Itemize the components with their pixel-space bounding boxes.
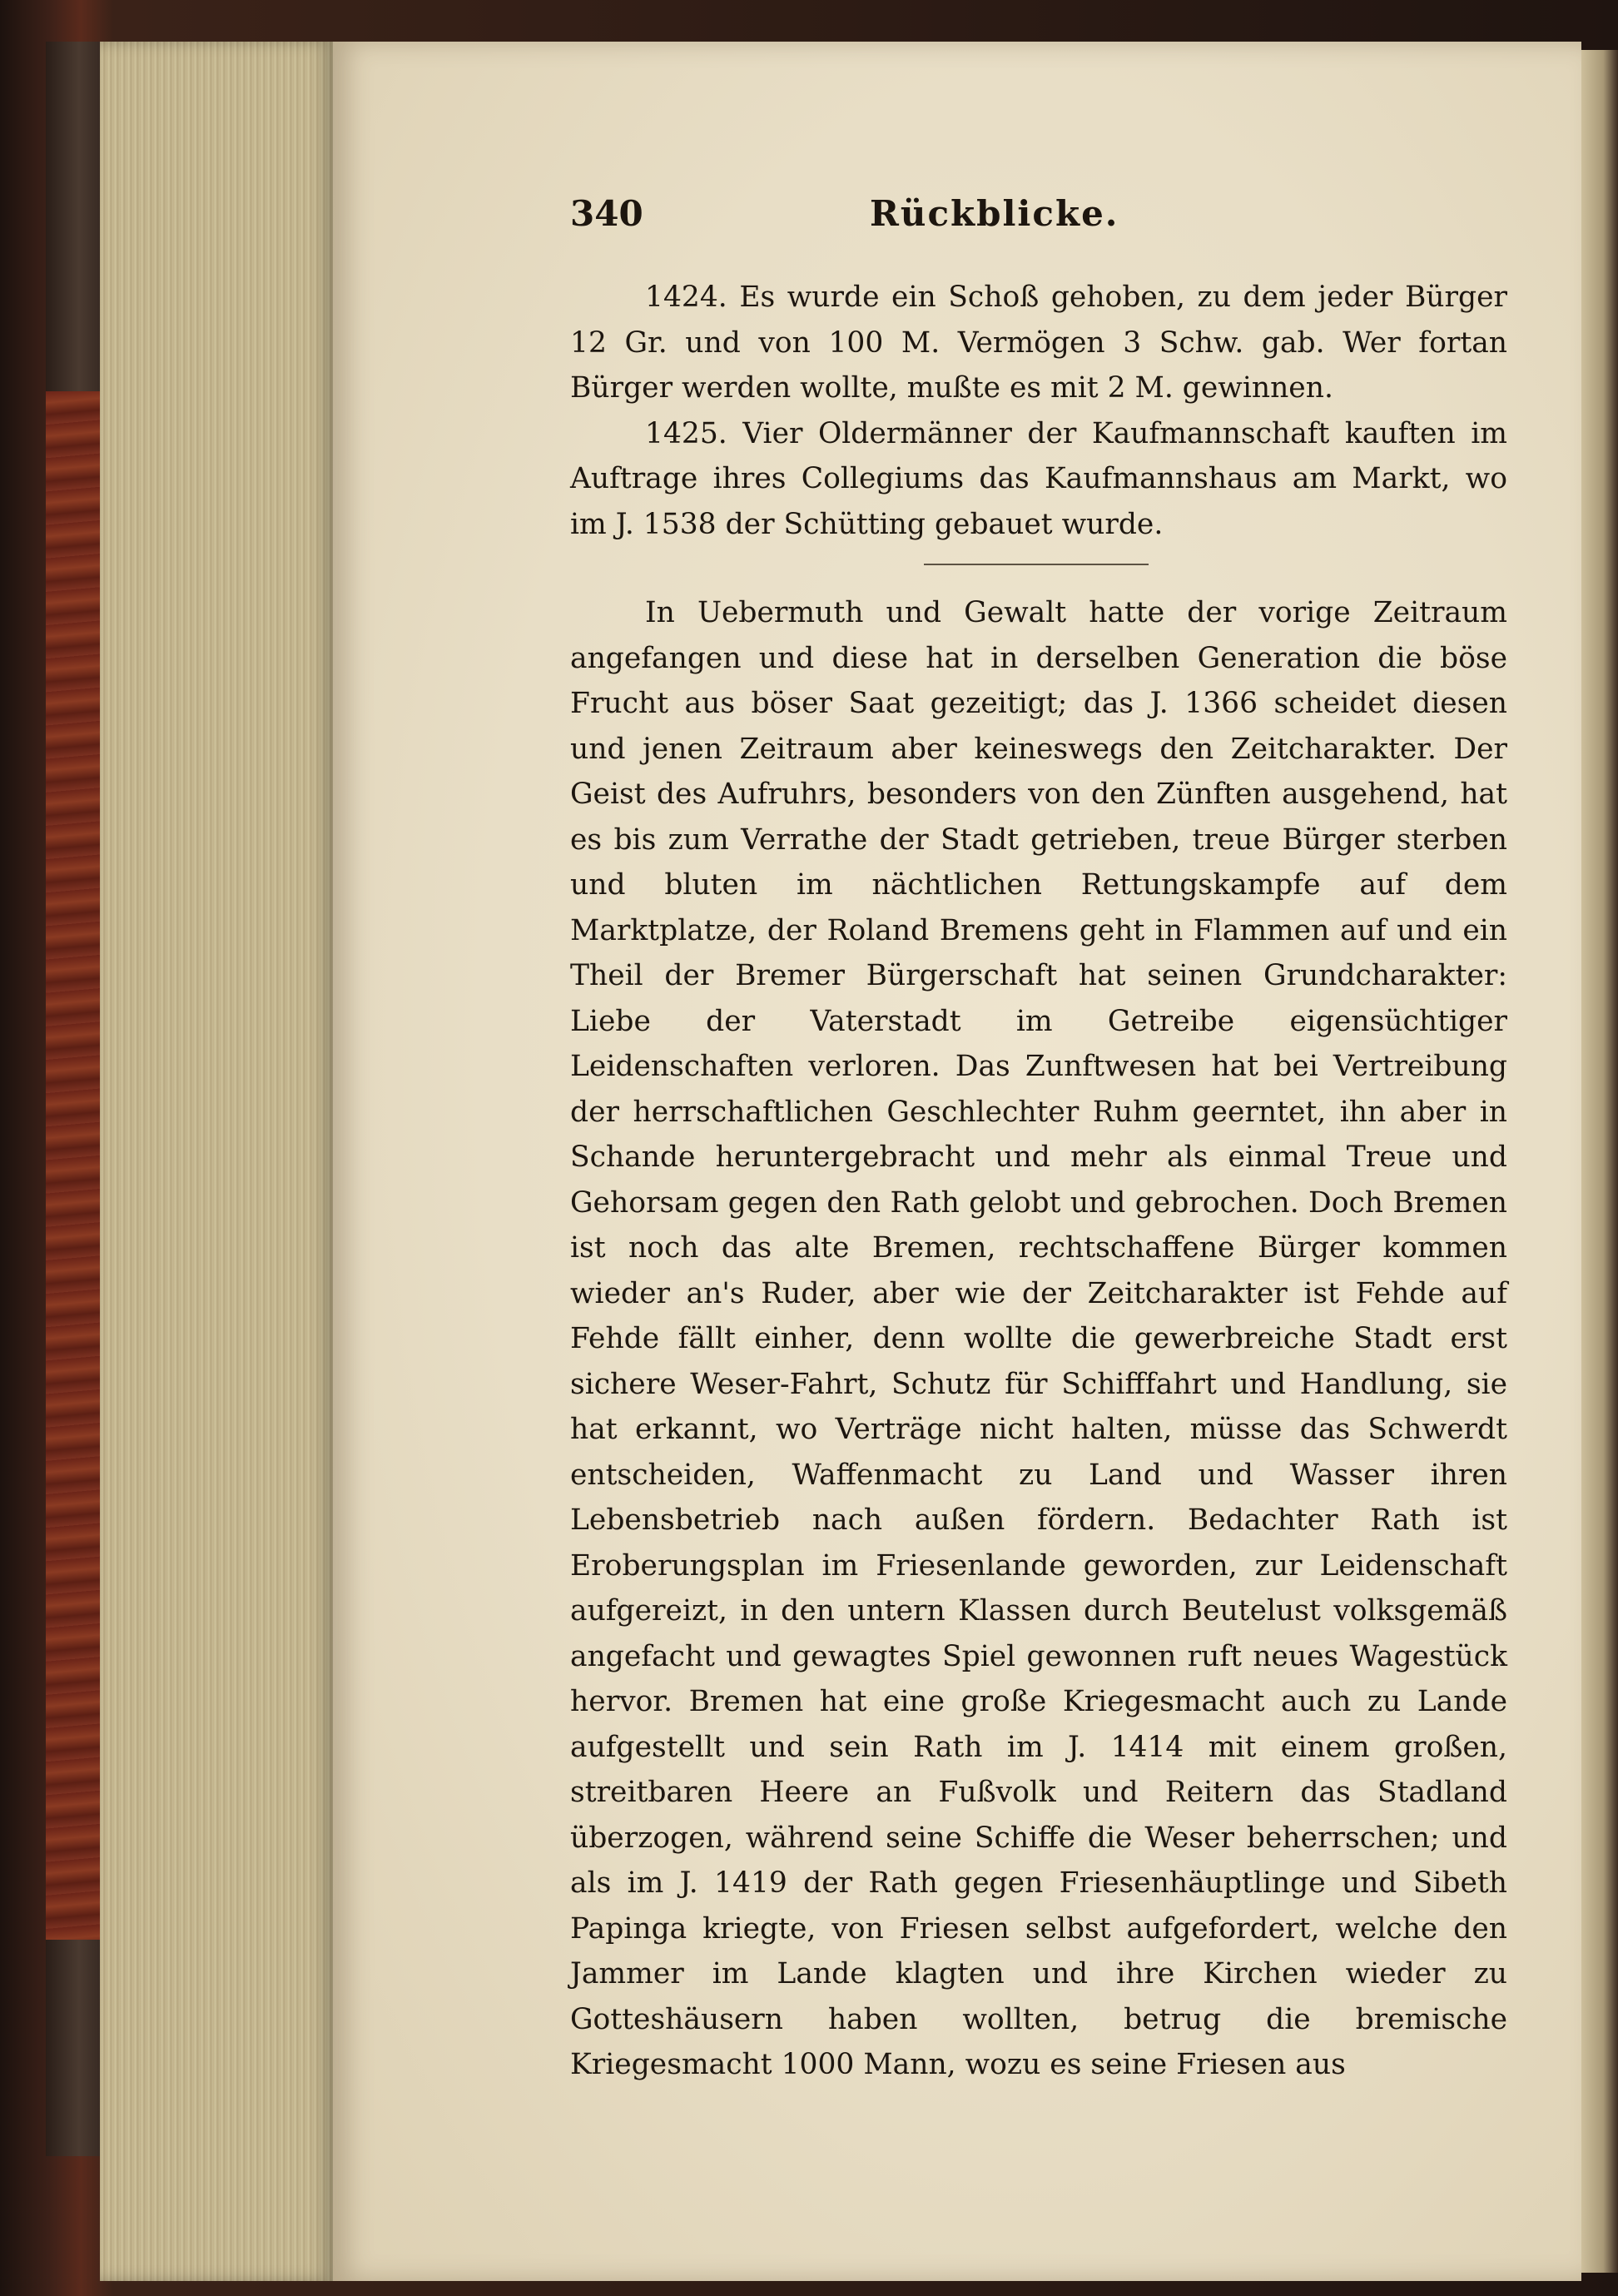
page-edges xyxy=(100,42,333,2281)
facing-page-edge xyxy=(1581,50,1618,2273)
paragraph-summary: In Uebermuth und Gewalt hatte der vorige Zeitraum angefangen und diese hat in derselben Generation die böse Frucht aus böser Saat gezeitigt; das J. 1366 scheidet diesen und jenen Zeitraum aber keineswegs den Zeitcharakter. Der Geist des Aufruhrs, besonders von den Zünften ausgehend, hat es bis zum Verrathe der Stadt getrieben, treue Bürger sterben und bluten im nächtlichen Rettungskampfe auf dem Marktplatze, der Roland Bremens geht in Flammen auf und ein Theil der Bremer Bürgerschaft hat seinen Grundcharakter: Liebe der Vaterstadt im Getreibe eigensüchtiger Leidenschaften verloren. Das Zunftwesen hat bei Vertreibung der herrschaftlichen Geschlechter Ruhm geerntet, ihn aber in Schande heruntergebracht und mehr als einmal Treue und Gehorsam gegen den Rath gelobt und gebrochen. Doch Bremen ist noch das alte Bremen, rechtschaffene Bürger kommen wieder an's Ruder, aber wie der Zeitcharakter ist Fehde auf Fehde fällt einher, denn wollte die gewerbreiche Stadt erst sichere Weser-Fahrt, Schutz für Schifffahrt und Handlung, sie hat erkannt, wo Verträge nicht halten, müsse das Schwerdt entscheiden, Waffenmacht zu Land und Wasser ihren Lebensbetrieb nach außen fördern. Bedachter Rath ist Eroberungsplan im Friesenlande geworden, zur Leidenschaft aufgereizt, in den untern Klassen durch Beutelust volksgemäß angefacht und gewagtes Spiel gewonnen ruft neues Wagestück hervor. Bremen hat eine große Kriegesmacht auch zu Lande aufgestellt und sein Rath im J. 1414 mit einem großen, streitbaren Heere an Fußvolk und Reitern das Stadland überzogen, während seine Schiffe die Weser beherrschen; und als im J. 1419 der Rath gegen Friesenhäuptlinge und Sibeth Papinga kriegte, von Friesen selbst aufgefordert, welche den Jammer im Lande klagten und ihre Kirchen wieder zu Gotteshäusern haben wollten, betrug die bremische Kriegesmacht 1000 Mann, wozu es seine Friesen aus xyxy=(570,596,1507,2081)
page-header xyxy=(570,193,1494,243)
section-divider xyxy=(924,564,1149,565)
page-text xyxy=(570,275,1507,2088)
paragraph-1424: 1424. Es wurde ein Schoß gehoben, zu dem jeder Bürger 12 Gr. und von 100 M. Vermögen 3 Schw. gab. Wer fortan Bürger werden wollte, mußte es mit 2 M. gewinnen. xyxy=(570,281,1507,405)
running-head: Rückblicke. xyxy=(870,193,1119,234)
paragraph-1425: 1425. Vier Oldermänner der Kaufmannschaft kauften im Auftrage ihres Collegiums das Kaufmannshaus am Markt, wo im J. 1538 der Schütting gebauet wurde. xyxy=(570,416,1507,541)
page-number: 340 xyxy=(570,193,643,234)
